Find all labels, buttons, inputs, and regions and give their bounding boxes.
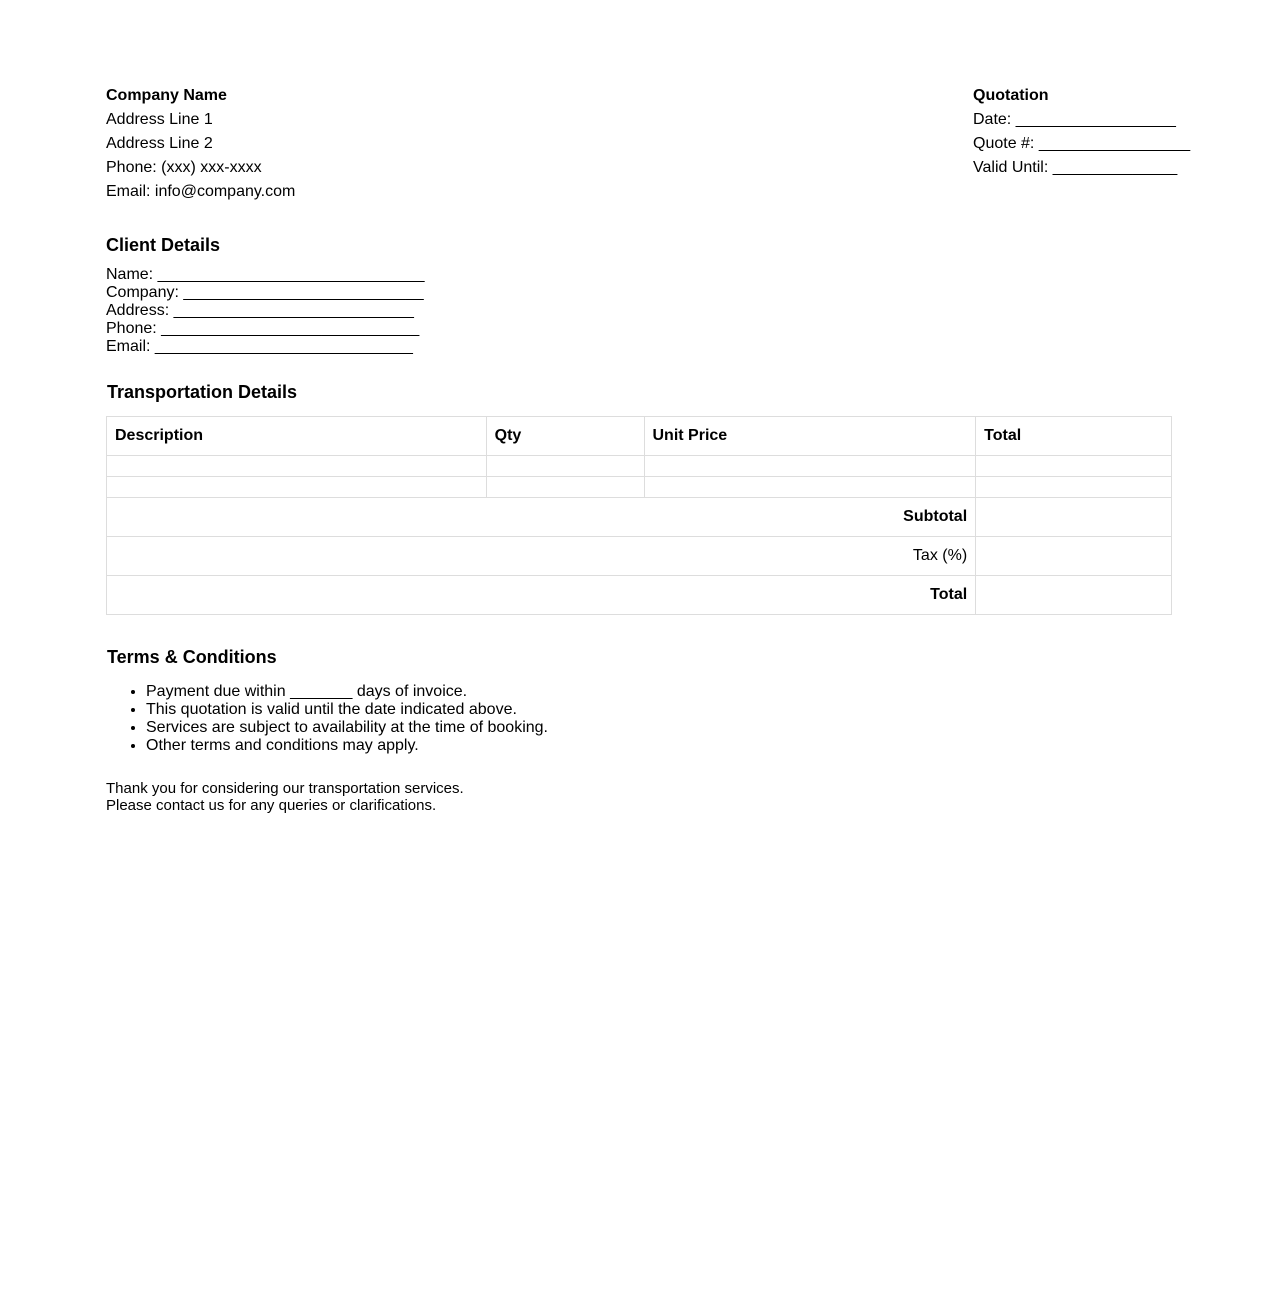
table-header-row bbox=[107, 417, 1172, 456]
subtotal-value bbox=[976, 498, 1172, 537]
company-phone: Phone: (xxx) xxx-xxxx bbox=[106, 159, 262, 176]
grand-total-label: Total bbox=[107, 576, 976, 615]
tax-value bbox=[976, 537, 1172, 576]
subtotal-row bbox=[107, 498, 1172, 537]
terms-list bbox=[107, 683, 548, 755]
terms-item: • Payment due within _______ days of invoice. bbox=[146, 683, 548, 701]
company-info bbox=[106, 84, 295, 204]
quotation-info bbox=[973, 84, 1190, 180]
table-row bbox=[107, 477, 1172, 498]
description-cell bbox=[107, 477, 487, 498]
column-header-unit-price: Unit Price bbox=[644, 417, 976, 456]
terms-heading: Terms & Conditions bbox=[107, 647, 277, 667]
terms-item: • This quotation is valid until the date indicated above. bbox=[146, 701, 548, 719]
client-fields bbox=[106, 266, 425, 356]
closing-note bbox=[106, 780, 464, 814]
unit-price-cell bbox=[644, 456, 976, 477]
quotation-document bbox=[106, 84, 1191, 814]
quotation-date: Date: __________________ bbox=[973, 111, 1176, 128]
transportation-details-section bbox=[106, 381, 1172, 615]
tax-label: Tax (%) bbox=[107, 537, 976, 576]
document-header bbox=[106, 84, 1191, 214]
terms-item: • Other terms and conditions may apply. bbox=[146, 737, 548, 755]
qty-cell bbox=[486, 477, 644, 498]
unit-price-cell bbox=[644, 477, 976, 498]
description-cell bbox=[107, 456, 487, 477]
client-details-section bbox=[106, 234, 425, 356]
client-name-field: Name: ______________________________ bbox=[106, 266, 425, 283]
total-cell bbox=[976, 477, 1172, 498]
terms-section bbox=[107, 646, 548, 755]
tax-row bbox=[107, 537, 1172, 576]
quotation-valid-until: Valid Until: ______________ bbox=[973, 159, 1178, 176]
quotation-number: Quote #: _________________ bbox=[973, 135, 1191, 152]
subtotal-label: Subtotal bbox=[107, 498, 976, 537]
grand-total-row bbox=[107, 576, 1172, 615]
transportation-table bbox=[106, 416, 1172, 615]
client-address-field: Address: ___________________________ bbox=[106, 302, 414, 319]
client-phone-field: Phone: _____________________________ bbox=[106, 320, 420, 337]
qty-cell bbox=[486, 456, 644, 477]
company-address-line-2: Address Line 2 bbox=[106, 135, 213, 152]
grand-total-value bbox=[976, 576, 1172, 615]
terms-item: • Services are subject to availability at the time of booking. bbox=[146, 719, 548, 737]
total-cell bbox=[976, 456, 1172, 477]
client-details-heading: Client Details bbox=[106, 235, 221, 255]
column-header-qty: Qty bbox=[486, 417, 644, 456]
column-header-total: Total bbox=[976, 417, 1172, 456]
client-company-field: Company: ___________________________ bbox=[106, 284, 424, 301]
company-email: Email: info@company.com bbox=[106, 183, 296, 200]
column-header-description: Description bbox=[107, 417, 487, 456]
transportation-details-heading: Transportation Details bbox=[107, 382, 298, 402]
table-row bbox=[107, 456, 1172, 477]
closing-line-1: Thank you for considering our transportation services. bbox=[106, 780, 464, 797]
quotation-title: Quotation bbox=[973, 87, 1049, 104]
closing-line-2: Please contact us for any queries or clarifications. bbox=[106, 797, 437, 814]
client-email-field: Email: _____________________________ bbox=[106, 338, 413, 355]
company-address-line-1: Address Line 1 bbox=[106, 111, 213, 128]
company-name: Company Name bbox=[106, 87, 227, 104]
